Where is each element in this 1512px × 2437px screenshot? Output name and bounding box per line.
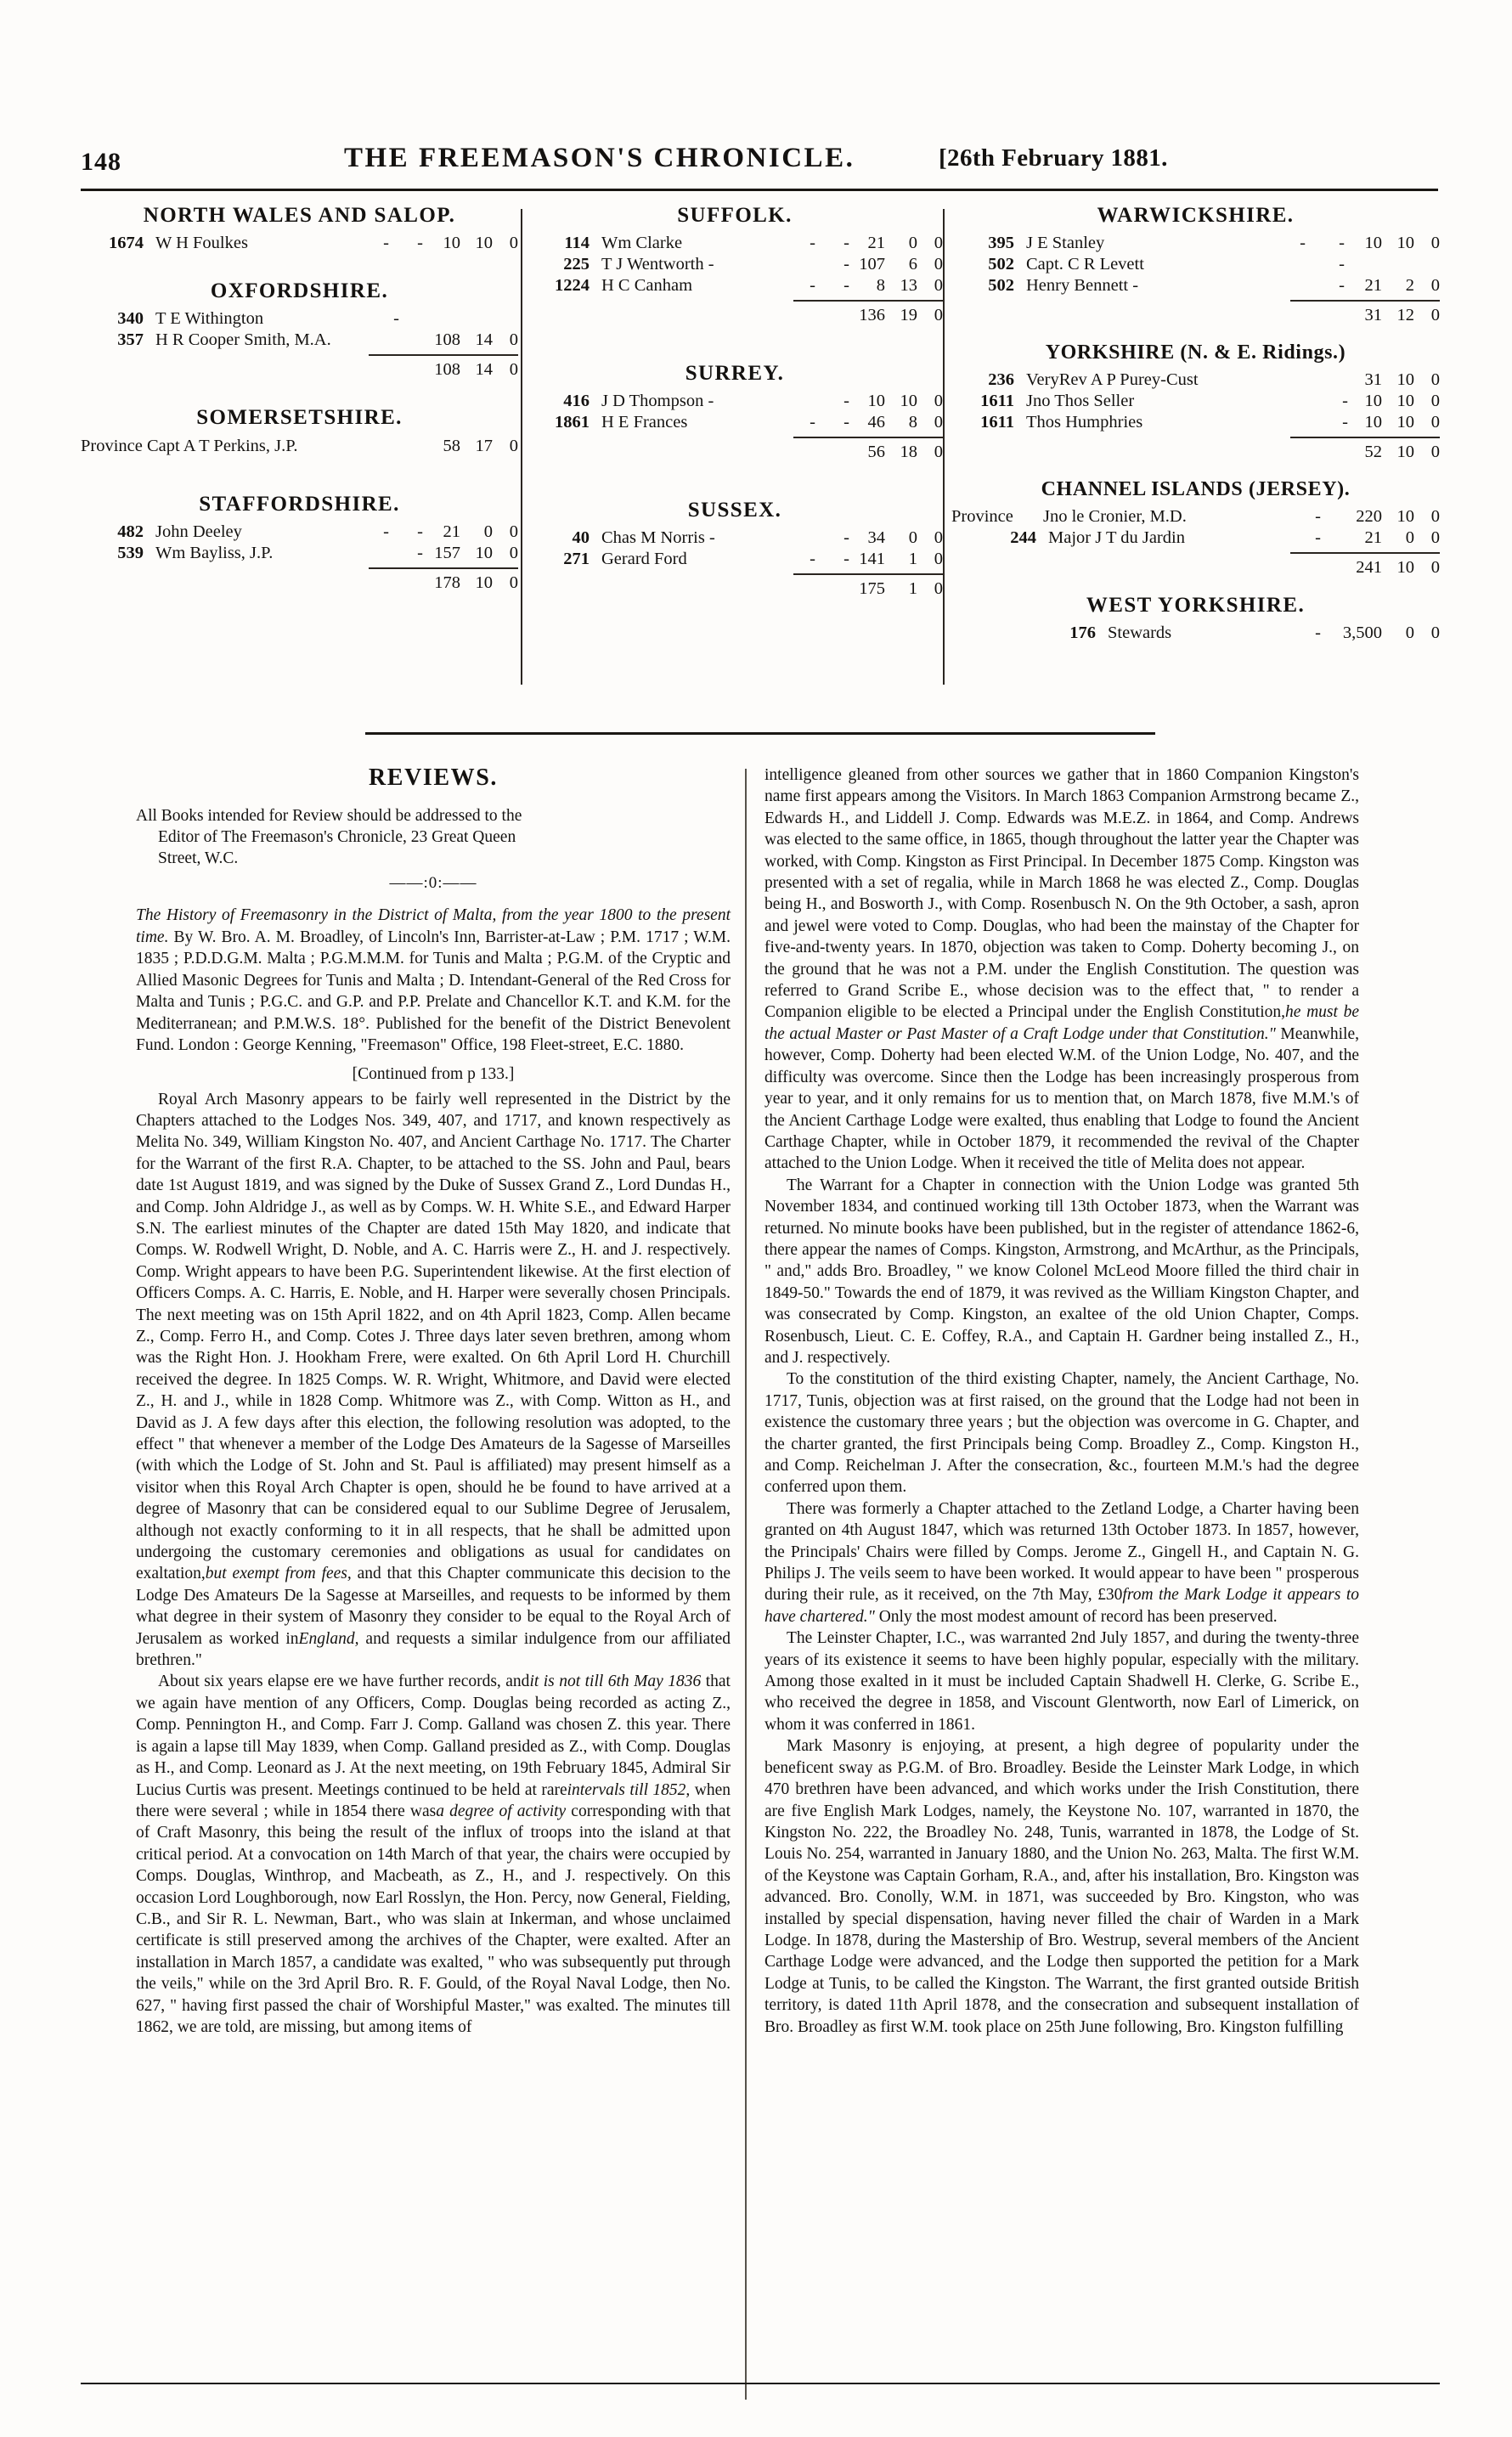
text-column-right — [764, 764, 1359, 2038]
province-heading-west-yorkshire: WEST YORKSHIRE. — [1086, 594, 1306, 617]
table-row — [81, 308, 518, 330]
table-row — [951, 369, 1440, 391]
province-total — [81, 572, 518, 594]
total-pence: 0 — [1430, 558, 1440, 577]
amount-pence: 0 — [1430, 623, 1440, 642]
leader-dashes: - — [383, 234, 389, 252]
subscriber-name: T E Withington — [155, 309, 264, 328]
section-title-reviews: REVIEWS. — [368, 764, 499, 791]
total-pence: 0 — [934, 306, 943, 324]
para2-italic-2: intervals till 1852, — [567, 1780, 691, 1799]
amount-pounds: 10 — [867, 392, 885, 410]
para2-italic-1: it is not till 6th May 1836 — [529, 1673, 702, 1691]
column-divider-2 — [943, 209, 945, 685]
province-total — [527, 441, 943, 463]
province-total — [951, 441, 1440, 463]
amount-pence: 0 — [934, 255, 943, 274]
total-pounds: 56 — [867, 443, 885, 461]
leader-dashes: - — [1315, 623, 1321, 642]
leader-dash-2: - — [843, 255, 849, 274]
masthead — [81, 143, 1440, 183]
subscriber-name: Gerard Ford — [601, 550, 687, 568]
leader-dash-2: - — [843, 550, 849, 568]
amount-pounds: 157 — [434, 544, 460, 562]
province-subscriber-name: Province Capt A T Perkins, J.P. — [81, 437, 298, 455]
province-total — [527, 304, 943, 326]
total-shillings: 12 — [1396, 306, 1414, 324]
para2-part3: when there were several ; while in 1854 there was — [136, 1780, 731, 1820]
total-pounds: 175 — [859, 579, 885, 598]
leader-dashes: - — [1300, 234, 1306, 252]
amount-pence: 0 — [934, 392, 943, 410]
lodge-number: 114 — [564, 234, 590, 252]
review-paragraph-2 — [136, 1671, 731, 2038]
amount-pounds: 34 — [867, 528, 885, 547]
review-submission-notice — [136, 805, 731, 869]
amount-shillings: 17 — [475, 437, 493, 455]
amount-shillings: 1 — [908, 550, 917, 568]
para2-italic-3: a degree of activity — [436, 1802, 567, 1820]
total-rule — [1290, 552, 1440, 554]
lodge-number: 1674 — [109, 234, 144, 252]
continued-from-note: [Continued from p 133.] — [352, 1064, 515, 1083]
section-divider-rule — [365, 732, 1155, 735]
total-pence: 0 — [1430, 443, 1440, 461]
subscriber-name: Wm Clarke — [601, 234, 683, 252]
subscriber-name: Henry Bennett - — [1026, 276, 1139, 295]
amount-pounds: 21 — [1364, 528, 1382, 547]
leader-dash-2: - — [843, 392, 849, 410]
total-pounds: 52 — [1364, 443, 1382, 461]
province-label: Province — [951, 507, 1013, 526]
table-row — [951, 506, 1440, 527]
book-imprint: By W. Bro. A. M. Broadley, of Lincoln's Inn, Barrister-at-Law ; P.M. 1717 ; W.M. 1835 ; P.D.D.G.M. Malta ; P.G.M.M.M. for Tunis and Malta ; P.G.M. of the Cryptic and Allied Masonic Degrees for Tunis and Malta ; D. Intendant-General of the Red Cross for Malta and Tunis ; P.G.C. and G.P. and P.P. Prelate and Chancellor K.T. and K.M. for the Mediterranean; and P.M.W.S. 18°. Published for the benefit of the District Benevolent Fund. London : George Kenning, "Freemason" Office, 198 Fleet-street, E.C. 1880. — [136, 928, 731, 1054]
subscriber-name: Chas M Norris - — [601, 528, 715, 547]
page-bottom-rule — [81, 2383, 1440, 2384]
amount-shillings: 0 — [1405, 623, 1414, 642]
subscriber-name: T J Wentworth - — [601, 255, 714, 274]
table-row — [951, 412, 1440, 433]
leader-dash-2: - — [1339, 276, 1345, 295]
total-rule — [793, 437, 943, 438]
amount-pounds: 3,500 — [1342, 623, 1382, 642]
amount-shillings: 6 — [908, 255, 917, 274]
province-heading-north-wales: NORTH WALES AND SALOP. — [143, 204, 456, 227]
total-rule — [793, 573, 943, 575]
lodge-number: 502 — [988, 276, 1014, 295]
amount-shillings: 10 — [1396, 370, 1414, 389]
issue-date: [26th February 1881. — [939, 144, 1168, 172]
lodge-number: 271 — [563, 550, 590, 568]
amount-pounds: 58 — [443, 437, 460, 455]
total-pence: 0 — [509, 360, 518, 379]
amount-pence: 0 — [509, 522, 518, 541]
notice-line-2: Editor of The Freemason's Chronicle, 23 Great Queen — [158, 828, 516, 846]
total-shillings: 18 — [900, 443, 917, 461]
subscriber-name: H R Cooper Smith, M.A. — [155, 330, 331, 349]
subscriber-name: Thos Humphries — [1026, 413, 1143, 432]
table-row — [951, 254, 1440, 275]
amount-pounds: 10 — [443, 234, 460, 252]
subscriber-name: Jno Thos Seller — [1026, 392, 1135, 410]
leader-dash-2: - — [417, 522, 423, 541]
subscription-lists — [81, 204, 1440, 697]
province-heading-staffordshire: STAFFORDSHIRE. — [199, 493, 400, 516]
leader-dash-2: - — [843, 413, 849, 432]
table-row — [81, 543, 518, 564]
total-shillings: 10 — [1396, 558, 1414, 577]
total-pounds: 136 — [859, 306, 885, 324]
amount-pence: 0 — [1430, 413, 1440, 432]
province-total — [527, 578, 943, 600]
para2-part4: corresponding with that of Craft Masonry, this being the result of the influx of troops into the island at that critical period. At a convocation on 14th March of that year, the chairs were occupied by Comps. Douglas, Winthrop, and Macbeath, as Z., H., and J. respectively. On this occasion Lord Loughborough, now Earl Rosslyn, the Hon. Percy, now General, Fielding, C.B., and Sir R. L. Newman, Bart., who was slain at Inkerman, and whose unclaimed certificate is still preserved among the archives of the Chapter, were exalted. After an installation in March 1857, a candidate was exalted, " who was subsequently put through the veils," while on the 3rd April Bro. R. F. Gould, of the Royal Naval Lodge, then No. 627, " having first passed the chair of Worshipful Master," was exalted. The minutes till 1862, we are told, are missing, but among items of — [136, 1802, 731, 2036]
amount-pounds: 21 — [1364, 276, 1382, 295]
amount-pounds: 10 — [1364, 392, 1382, 410]
province-total — [951, 556, 1440, 578]
lodge-number: 340 — [117, 309, 144, 328]
total-pounds: 178 — [434, 573, 460, 592]
amount-pence: 0 — [1430, 234, 1440, 252]
review-paragraph-3 — [764, 764, 1359, 1175]
subscriber-name: J D Thompson - — [601, 392, 714, 410]
para1-part2: and that this Chapter communicate this decision to the Lodge Des Amateurs De la Sagesse at Marseilles, and requests to be informed by them what degree in their system of Masonry they consider to be equal to the Royal Arch of Jerusalem as worked in — [136, 1565, 731, 1648]
subscriber-name: Major J T du Jardin — [1048, 528, 1185, 547]
leader-dash-2: - — [843, 234, 849, 252]
total-shillings: 14 — [475, 360, 493, 379]
lodge-number: 1861 — [555, 413, 590, 432]
para1-part3: and requests a similar indulgence from our affiliated brethren." — [136, 1629, 731, 1670]
leader-dashes: - — [1315, 507, 1321, 526]
review-paragraph-8: Mark Masonry is enjoying, at present, a high degree of popularity under the beneficent sway as P.G.M. of Bro. Broadley. Beside the Leinster Mark Lodge, in which 470 brethren have been advanced, and which works under the Irish Constitution, there are five English Mark Lodges, namely, the Keystone No. 107, warranted in 1870, the Kingston No. 222, the Broadley No. 248, Tunis, warranted in 1878, the Lodge of St. Louis No. 254, warranted in January 1880, and the Union No. 263, Malta. The first W.M. of the Keystone was Captain Gorham, R.A., and, after his installation, Bro. Kingston was advanced. Bro. Conolly, W.M. in 1871, was succeeded by Bro. Kingston, who was installed by special dispensation, having never filled the chair of Warden in a Mark Lodge. In 1878, during the Mastership of Bro. Westrup, several members of the Ancient Carthage Lodge were advanced, and the Lodge then supported the petition for a Mark Lodge at Tunis, to be called the Kingston. The Warrant, the first granted outside British territory, is dated 11th April 1878, and the consecration and subsequent installation of Bro. Broadley as first W.M. took place on 25th June following, Bro. Kingston fulfilling — [764, 1737, 1359, 2036]
province-heading-suffolk: SUFFOLK. — [677, 204, 793, 227]
total-rule — [793, 300, 943, 302]
subscriber-name: John Deeley — [155, 522, 242, 541]
lodge-number: 236 — [988, 370, 1014, 389]
total-pounds: 31 — [1364, 306, 1382, 324]
amount-pounds: 107 — [859, 255, 885, 274]
amount-shillings: 0 — [908, 528, 917, 547]
total-pence: 0 — [1430, 306, 1440, 324]
amount-pounds: 21 — [443, 522, 460, 541]
leader-dashes: - — [810, 276, 815, 295]
amount-shillings: 13 — [900, 276, 917, 295]
subscription-column-2 — [527, 204, 943, 688]
leader-dashes: - — [393, 309, 399, 328]
amount-pence: 0 — [934, 413, 943, 432]
subscriber-name: Stewards — [1108, 623, 1172, 642]
book-citation — [136, 905, 731, 1057]
amount-shillings: 10 — [475, 234, 493, 252]
table-row — [81, 522, 518, 543]
amount-shillings: 14 — [475, 330, 493, 349]
amount-shillings: 0 — [1405, 528, 1414, 547]
para6-italic-1: from the Mark Lodge it appears to have chartered." — [764, 1586, 1360, 1626]
amount-pounds: 8 — [876, 276, 885, 295]
para1-italic-2: England, — [298, 1629, 359, 1648]
amount-pounds: 10 — [1364, 234, 1382, 252]
para3-part2: Meanwhile, however, Comp. Doherty had been elected W.M. of the Union Lodge, No. 407, and the difficulty was overcome. Since then the Lodge has been increasingly prosperous from year to year, and it only remains for us to mention that, on March 1878, five M.M.'s of the Ancient Carthage Lodge were exalted, thus enabling that Lodge to found the Ancient Carthage Chapter, while in October 1879, it recommended the revival of the Chapter attached to the Union Lodge. When it received the title of Melita does not appear. — [764, 1024, 1359, 1173]
total-pounds: 241 — [1356, 558, 1382, 577]
province-total — [951, 304, 1440, 326]
amount-pounds: 31 — [1364, 370, 1382, 389]
amount-shillings: 10 — [900, 392, 917, 410]
subscriber-name: W H Foulkes — [155, 234, 248, 252]
amount-shillings: 2 — [1405, 276, 1414, 295]
amount-pence: 0 — [509, 330, 518, 349]
amount-pence: 0 — [1430, 276, 1440, 295]
lodge-number: 1611 — [980, 392, 1014, 410]
amount-pounds: 141 — [859, 550, 885, 568]
total-shillings: 10 — [1396, 443, 1414, 461]
table-row — [81, 435, 518, 457]
stewards-count: 176 — [1069, 623, 1096, 642]
amount-pence: 0 — [934, 234, 943, 252]
total-pence: 0 — [934, 579, 943, 598]
para1-part1: Royal Arch Masonry appears to be fairly well represented in the District by the Chapters attached to the Lodges Nos. 349, 407, and 1717, and known respectively as Melita No. 349, William Kingston No. 407, and Ancient Carthage No. 1717. The Charter for the Warrant of the first R.A. Chapter, to be attached to the SS. John and Paul, bears date 1st August 1819, and was signed by the Duke of Sussex Grand Z., Lord Dundas H., and Comp. John Aldridge J., as well as by Comps. W. H. White S.E., and Edward Harper S.N. The earliest minutes of the Chapter are dated 15th May 1820, and indicate that Comps. W. Rodwell Wright, D. Noble, and A. C. Harris were Z., H. and J. respectively. Comp. Wright appears to have been P.G. Superintendent likewise. At the first election of Officers Comps. A. C. Harris, E. Noble, and H. Harper were severally chosen Principals. The next meeting was on 15th April 1822, and on 4th April 1823, Comp. Allen became Z., Comp. Ferro H., and Comp. Cotes J. Three days later seven brethren, among whom was the Right Hon. J. Hookham Frere, were exalted. On 6th April Lord H. Churchill received the degree. In 1825 Comps. W. R. Wright, Whitmore, and David were elected Z., H. and J., while in 1828 Comp. Whitmore was Z., with Comp. Witton as H., and David as J. A few days after this election, the following resolution was adopted, to the effect " that whenever a member of the Lodge Des Amateurs de la Sagesse of Marseilles (with which the Lodge of St. John and St. Paul is affiliated) may present himself as a visitor when this Royal Arch Chapter is open, should he be found to have arrived at a degree of Masonry that can be considered equal to our Sublime Degree of Jerusalem, although not exactly conforming to it in all respects, that he shall be admitted upon undergoing the customary ceremonies and obligations as usual for candidates on exaltation, — [136, 1090, 731, 1583]
lodge-number: 357 — [117, 330, 144, 349]
total-pence: 0 — [934, 443, 943, 461]
leader-dash-2: - — [1339, 234, 1345, 252]
amount-pence: 0 — [934, 528, 943, 547]
table-row — [951, 275, 1440, 296]
leader-dashes: - — [1342, 413, 1348, 432]
leader-dash-2: - — [843, 528, 849, 547]
leader-dashes: - — [383, 522, 389, 541]
column-divider-1 — [521, 209, 522, 685]
leader-dashes: - — [810, 234, 815, 252]
review-paragraph-5: To the constitution of the third existing Chapter, namely, the Ancient Carthage, No. 1717, Tunis, objection was at first raised, on the ground that the Lodge had not been in existence the customary three years ; but the objection was overcome in G. Chapter, and the charter granted, the first Principals being Comp. Broadley Z., Comp. Kingston H., and Comp. Reichelman J. After the consecration, &c., fourteen M.M.'s had the degree conferred upon them. — [764, 1370, 1359, 1497]
text-column-left — [136, 764, 731, 2038]
amount-pounds: 108 — [434, 330, 460, 349]
table-row — [81, 330, 518, 351]
review-paragraph-7: The Leinster Chapter, I.C., was warranted 2nd July 1857, and during the twenty-three years of its existence it seems to have been highly popular, especially with the military. Among those exalted in it must be included Captain Shadwell H. Clerke, G. Scribe E., who received the degree in 1858, and Viscount Glentworth, now Earl of Limerick, on whom it was conferred in 1861. — [764, 1629, 1359, 1734]
amount-pence: 0 — [1430, 507, 1440, 526]
book-title: The History of Freemasonry in the District of Malta, from the year 1800 to the present time. — [136, 906, 731, 946]
subscriber-name: VeryRev A P Purey-Cust — [1026, 370, 1199, 389]
table-row — [527, 233, 943, 254]
lodge-number: 1224 — [555, 276, 590, 295]
amount-pounds: 21 — [867, 234, 885, 252]
para2-part1: About six years elapse ere we have further records, and — [158, 1673, 530, 1691]
para3-italic-1: he must be the actual Master or Past Master of a Craft Lodge under that Constitution." — [764, 1003, 1359, 1043]
amount-pence: 0 — [1430, 528, 1440, 547]
amount-shillings: 10 — [1396, 392, 1414, 410]
amount-pence: 0 — [1430, 370, 1440, 389]
total-rule — [1290, 300, 1440, 302]
amount-shillings: 8 — [908, 413, 917, 432]
amount-pence: 0 — [509, 234, 518, 252]
review-paragraph-4: The Warrant for a Chapter in connection with the Union Lodge was granted 5th November 1834, and continued working till 13th October 1873, when the Warrant was returned. No minute books have been published, but in the register of attendance 1862-6, there appear the names of Comps. Kingston, Armstrong, and McArthur, as the Principals, " and," adds Bro. Broadley, " we know Colonel McLeod Moore filled the third chair in 1849-50." Towards the end of 1879, it was revived as the William Kingston Chapter, and was consecrated by Comp. Kingston, an exaltee of the old Union Chapter, Comps. Rosenbusch, Lieut. C. E. Coffey, R.A., and Captain H. Gardner being installed Z., H., and J. respectively. — [764, 1176, 1359, 1367]
leader-dash-2: - — [1339, 255, 1345, 274]
amount-pounds: 10 — [1364, 413, 1382, 432]
province-heading-warwickshire: WARWICKSHIRE. — [1097, 204, 1295, 227]
lodge-number: 244 — [1010, 528, 1036, 547]
subscriber-name: H E Frances — [601, 413, 688, 432]
amount-pence: 0 — [509, 437, 518, 455]
amount-pence: 0 — [1430, 392, 1440, 410]
amount-shillings: 0 — [483, 522, 493, 541]
leader-dashes: - — [1315, 528, 1321, 547]
table-row — [527, 412, 943, 433]
table-row — [951, 233, 1440, 254]
lodge-number: 225 — [563, 255, 590, 274]
text-column-divider — [745, 769, 747, 2400]
lodge-number: 416 — [563, 392, 590, 410]
subscription-column-1 — [81, 204, 518, 688]
subscriber-name: Jno le Cronier, M.D. — [1043, 507, 1187, 526]
subscription-column-3 — [951, 204, 1440, 688]
table-row — [951, 623, 1440, 644]
para2-part2: that we again have mention of any Officers, Comp. Douglas being recorded as acting Z., Comp. Pennington H., and Comp. Farr J. Comp. Galland was chosen Z. this year. There is again a lapse till May 1839, when Comp. Galland presided as Z., with Comp. Douglas as H., and Comp. Leonard as J. At the next meeting, on 19th February 1845, Admiral Sir Lucius Curtis was present. Meetings continued to be held at rare — [136, 1673, 731, 1799]
subscriber-name: Capt. C R Levett — [1026, 255, 1144, 274]
province-heading-sussex: SUSSEX. — [687, 499, 782, 522]
lodge-number: 40 — [572, 528, 590, 547]
amount-shillings: 10 — [1396, 413, 1414, 432]
total-pounds: 108 — [434, 360, 460, 379]
leader-dashes: - — [1342, 392, 1348, 410]
ornament-divider: ——:0:—— — [389, 874, 477, 892]
lodge-number: 482 — [117, 522, 144, 541]
leader-dash-2: - — [417, 234, 423, 252]
amount-pounds: 220 — [1356, 507, 1382, 526]
total-shillings: 1 — [908, 579, 917, 598]
province-heading-somersetshire: SOMERSETSHIRE. — [196, 406, 403, 429]
province-heading-oxfordshire: OXFORDSHIRE. — [210, 279, 389, 302]
notice-line-1: All Books intended for Review should be addressed to the — [136, 807, 522, 825]
masthead-rule — [81, 189, 1438, 191]
table-row — [527, 275, 943, 296]
review-paragraph-1 — [136, 1089, 731, 1672]
amount-shillings: 0 — [908, 234, 917, 252]
table-row — [951, 391, 1440, 412]
para1-italic-1: but exempt from fees, — [205, 1565, 352, 1583]
subscriber-name: H C Canham — [601, 276, 693, 295]
total-rule — [369, 567, 518, 569]
lodge-number: 502 — [988, 255, 1014, 274]
table-row — [527, 391, 943, 412]
table-row — [527, 254, 943, 275]
amount-pence: 0 — [509, 544, 518, 562]
leader-dashes: - — [810, 550, 815, 568]
lodge-number: 1611 — [980, 413, 1014, 432]
province-heading-surrey: SURREY. — [685, 362, 785, 385]
para6-part2: Only the most modest amount of record has been preserved. — [874, 1607, 1278, 1626]
publication-title: THE FREEMASON'S CHRONICLE. — [344, 143, 855, 173]
subscriber-name: J E Stanley — [1026, 234, 1105, 252]
para6-part1: There was formerly a Chapter attached to the Zetland Lodge, a Charter having been granted on 4th August 1847, which was returned 13th October 1873. In 1857, however, the Principals' Chairs were filled by Comps. Jerome Z., Gingell H., and Captain N. G. Philips J. The veils seem to have been worked. It would appear to have been " prosperous during their rule, as it received, on the 7th May, £30 — [764, 1499, 1359, 1605]
amount-shillings: 10 — [1396, 507, 1414, 526]
notice-line-3: Street, W.C. — [158, 849, 239, 867]
leader-dash-2: - — [843, 276, 849, 295]
amount-pence: 0 — [934, 276, 943, 295]
para3-part1: intelligence gleaned from other sources we gather that in 1860 Companion Kingston's name first appears among the Visitors. In March 1863 Companion Armstrong became Z., Edwards H., and Liddell J. Comp. Edwards was M.E.Z. in 1864, and Comp. Andrews was elected to the same office, in 1865, though throughout the latter year the Chapter was worked, with Comp. Kingston as First Principal. In December 1875 Comp. Kingston was presented with a set of regalia, while in March 1868 he was elected Z., Comp. Douglas being H., and Bosworth J., with Comp. Rosenbusch N. On the 9th October, a sash, apron and jewel were voted to Comp. Douglas, who had been the mainstay of the Chapter for five-and-twenty years. In 1870, objection was taken to Comp. Doherty becoming J., on the ground that he was not a P.M. under the English Constitution. The question was referred to Grand Scribe E., whose decision was to the effect that, " to render a Companion eligible to be elected a Principal under the English Constitution, — [764, 766, 1359, 1022]
total-rule — [1290, 437, 1440, 438]
amount-shillings: 10 — [1396, 234, 1414, 252]
amount-pounds: 46 — [867, 413, 885, 432]
review-paragraph-6 — [764, 1498, 1359, 1627]
leader-dashes: - — [810, 413, 815, 432]
province-heading-channel-islands: CHANNEL ISLANDS (JERSEY). — [1041, 478, 1351, 500]
province-heading-yorkshire: YORKSHIRE (N. & E. Ridings.) — [1045, 341, 1346, 364]
page-folio-number: 148 — [81, 148, 121, 176]
lodge-number: 395 — [988, 234, 1014, 252]
amount-shillings: 10 — [475, 544, 493, 562]
leader-dash-2: - — [417, 544, 423, 562]
total-rule — [369, 354, 518, 356]
total-shillings: 19 — [900, 306, 917, 324]
table-row — [527, 549, 943, 570]
amount-pence: 0 — [934, 550, 943, 568]
province-total — [81, 358, 518, 381]
lodge-number: 539 — [117, 544, 144, 562]
subscriber-name: Wm Bayliss, J.P. — [155, 544, 274, 562]
total-pence: 0 — [509, 573, 518, 592]
total-shillings: 10 — [475, 573, 493, 592]
table-row — [81, 233, 518, 254]
table-row — [951, 527, 1440, 549]
table-row — [527, 527, 943, 549]
